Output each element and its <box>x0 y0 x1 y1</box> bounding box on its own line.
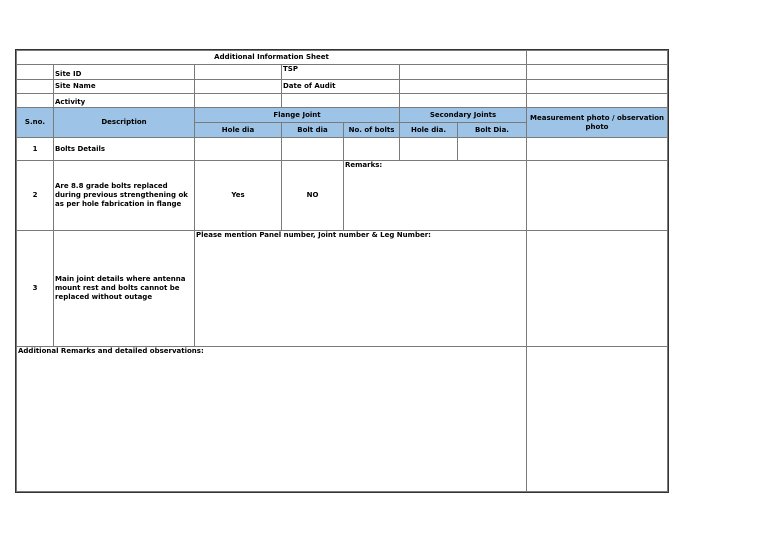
row-1-photo[interactable] <box>527 138 668 161</box>
site-id-value[interactable] <box>195 65 282 80</box>
date-of-audit-value[interactable] <box>400 80 527 94</box>
row-1-description: Bolts Details <box>54 138 195 161</box>
blank-cell <box>527 80 668 94</box>
blank-cell <box>527 51 668 65</box>
no-of-bolts-header: No. of bolts <box>344 123 400 138</box>
activity-label: Activity <box>54 94 195 108</box>
sheet-title: Additional Information Sheet <box>17 51 527 65</box>
bolt-dia-header: Bolt dia <box>282 123 344 138</box>
activity-value[interactable] <box>195 94 282 108</box>
row-1-sno: 1 <box>17 138 54 161</box>
blank-cell <box>282 94 400 108</box>
row-1-secondary-bolt-dia[interactable] <box>458 138 527 161</box>
date-of-audit-label: Date of Audit <box>282 80 400 94</box>
sno-header: S.no. <box>17 108 54 138</box>
secondary-hole-dia-header: Hole dia. <box>400 123 458 138</box>
row-1-no-of-bolts[interactable] <box>344 138 400 161</box>
blank-cell <box>400 94 527 108</box>
blank-cell <box>17 94 54 108</box>
blank-cell <box>527 65 668 80</box>
additional-photo[interactable] <box>527 347 668 492</box>
site-id-label: Site ID <box>54 65 195 80</box>
tsp-label: TSP <box>282 65 400 80</box>
row-3-sno: 3 <box>17 231 54 347</box>
row-2-no[interactable]: NO <box>282 161 344 231</box>
row-3-mention-details[interactable]: Please mention Panel number, Joint number & Leg Number: <box>195 231 527 347</box>
row-2-yes[interactable]: Yes <box>195 161 282 231</box>
description-header: Description <box>54 108 195 138</box>
blank-cell <box>527 94 668 108</box>
row-1-bolt-dia[interactable] <box>282 138 344 161</box>
row-3-photo[interactable] <box>527 231 668 347</box>
audit-sheet-table <box>16 50 668 492</box>
row-3-description: Main joint details where antenna mount rest and bolts cannot be replaced without outage <box>54 231 195 347</box>
secondary-joints-header: Secondary Joints <box>400 108 527 123</box>
additional-remarks[interactable]: Additional Remarks and detailed observations: <box>17 347 527 492</box>
row-2-sno: 2 <box>17 161 54 231</box>
tsp-value[interactable] <box>400 65 527 80</box>
blank-cell <box>17 65 54 80</box>
row-2-photo[interactable] <box>527 161 668 231</box>
measurement-photo-header: Measurement photo / observation photo <box>527 108 668 138</box>
row-2-remarks[interactable]: Remarks: <box>344 161 527 231</box>
row-1-hole-dia[interactable] <box>195 138 282 161</box>
row-2-description: Are 8.8 grade bolts replaced during previous strengthening ok as per hole fabrication in flange <box>54 161 195 231</box>
site-name-value[interactable] <box>195 80 282 94</box>
hole-dia-header: Hole dia <box>195 123 282 138</box>
row-1-secondary-hole-dia[interactable] <box>400 138 458 161</box>
blank-cell <box>17 80 54 94</box>
flange-joint-header: Flange Joint <box>195 108 400 123</box>
site-name-label: Site Name <box>54 80 195 94</box>
secondary-bolt-dia-header: Bolt Dia. <box>458 123 527 138</box>
